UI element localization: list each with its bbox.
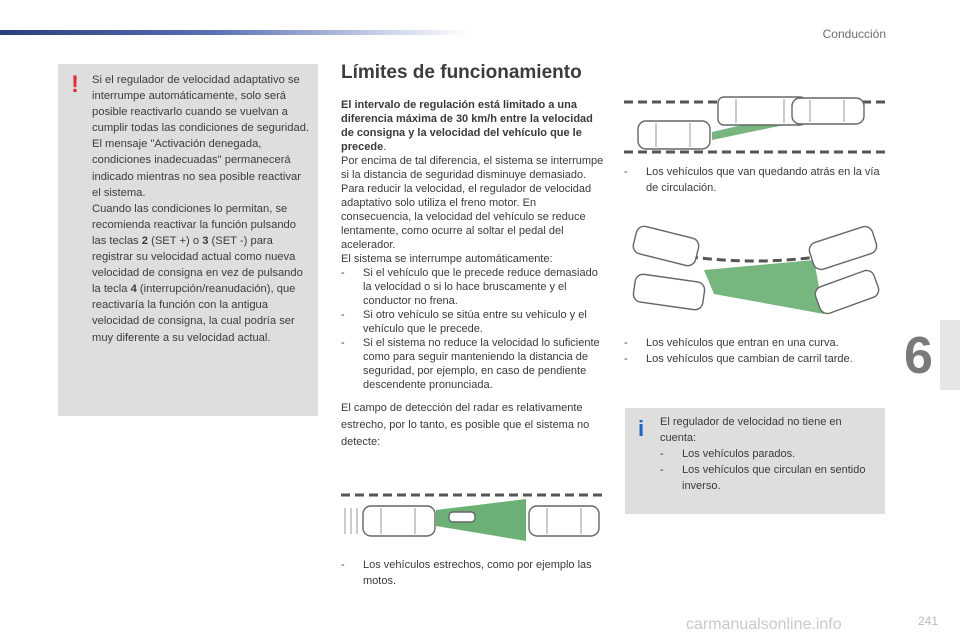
body-paragraph: Para reducir la velocidad, el regulador de velocidad adaptativo solo utiliza el freno motor. En consecuencia, la velocidad del vehículo se reduce lentamente, como ocurre al soltar el pedal del acelerador. bbox=[341, 183, 592, 251]
warning-paragraph bbox=[92, 201, 310, 346]
list-dash: - bbox=[624, 166, 628, 178]
illustration-curve bbox=[624, 222, 886, 322]
info-box bbox=[625, 408, 885, 514]
narrow-vehicle-item bbox=[341, 557, 606, 589]
auto-stop-list bbox=[341, 266, 606, 392]
chapter-number: 6 bbox=[904, 327, 933, 385]
list-dash: - bbox=[624, 337, 628, 349]
key-label: 3 bbox=[202, 234, 209, 247]
list-item: - Si el vehículo que le precede reduce demasiado la velocidad o si lo hace bruscamente y el conductor no frena. bbox=[341, 266, 606, 308]
body-paragraph: El sistema se interrumpe automáticamente: bbox=[341, 253, 553, 265]
list-item: Los vehículos que entran en una curva. bbox=[646, 337, 839, 349]
list-dash: - bbox=[624, 353, 628, 365]
key-label: 4 bbox=[130, 283, 137, 296]
lane-change-item bbox=[624, 351, 886, 367]
info-intro: El regulador de velocidad no tiene en cuenta: bbox=[660, 416, 842, 444]
list-item: - Si otro vehículo se sitúa entre su vehículo y el vehículo que le precede. bbox=[341, 308, 606, 336]
section-title: Conducción bbox=[822, 27, 886, 41]
info-list bbox=[660, 446, 875, 494]
warning-text-part: (SET -) para registrar su velocidad actual como nueva velocidad de consigna en vez de pulsando la tecla bbox=[92, 234, 303, 296]
list-dash: - bbox=[341, 559, 345, 571]
header-bar bbox=[0, 30, 470, 35]
warning-box bbox=[58, 64, 318, 416]
info-text bbox=[660, 414, 875, 494]
list-item: Los vehículos estrechos, como por ejemplo las motos. bbox=[363, 559, 592, 587]
main-column bbox=[341, 62, 606, 451]
key-label: 2 bbox=[141, 234, 148, 247]
watermark: carmanualsonline.info bbox=[686, 616, 842, 633]
list-item: Los vehículos que cambian de carril tarde. bbox=[646, 353, 853, 365]
page-number: 241 bbox=[917, 614, 938, 628]
lagging-vehicle-item bbox=[624, 164, 886, 196]
info-icon: i bbox=[637, 416, 645, 441]
illustration-narrow-vehicle bbox=[341, 488, 603, 548]
intro-tail: . bbox=[383, 141, 387, 153]
warning-text-part: Cuando las condiciones lo permitan, se recomienda reactivar la función pulsando las teclas bbox=[92, 202, 296, 247]
illustration-lagging-vehicle bbox=[624, 92, 886, 154]
list-item: - Si el sistema no reduce la velocidad lo suficiente como para seguir manteniendo la distancia de seguridad, por ejemplo, en caso de pendiente descendente pronunciada. bbox=[341, 336, 606, 392]
warning-paragraph: Si el regulador de velocidad adaptativo se interrumpe automáticamente, solo será posible reactivarlo cuando se vuelvan a cumplir todas las condiciones de seguridad. El mensaje "Activación denegada, condiciones inadecuadas" permanecerá indicado mientras no sea posible reactivar el sistema. bbox=[92, 74, 310, 199]
chapter-tab bbox=[940, 320, 960, 390]
warning-text-part: (SET +) o bbox=[147, 234, 203, 247]
warning-exclamation-icon: ! bbox=[71, 71, 79, 98]
warning-text bbox=[92, 72, 310, 346]
intro-bold: El intervalo de regulación está limitado a una diferencia máxima de 30 km/h entre la velocidad de consigna y la velocidad del vehículo que le precede bbox=[341, 99, 593, 153]
page-title: Límites de funcionamiento bbox=[341, 62, 582, 83]
warning-text-part: (interrupción/reanudación), que reactivaría la función con la antigua velocidad de consigna, la cual podría ser muy diferente a su velocidad actual. bbox=[92, 283, 296, 344]
list-item: - Los vehículos parados. bbox=[660, 446, 875, 462]
list-item: - Los vehículos que circulan en sentido inverso. bbox=[660, 462, 875, 494]
intro-paragraph bbox=[341, 98, 606, 154]
radar-paragraph: El campo de detección del radar es relativamente estrecho, por lo tanto, es posible que el sistema no detecte: bbox=[341, 402, 590, 448]
curve-item bbox=[624, 335, 886, 351]
list-item: Los vehículos que van quedando atrás en la vía de circulación. bbox=[646, 166, 880, 194]
body-paragraph: Por encima de tal diferencia, el sistema se interrumpe si la distancia de seguridad disminuye demasiado. bbox=[341, 155, 604, 181]
